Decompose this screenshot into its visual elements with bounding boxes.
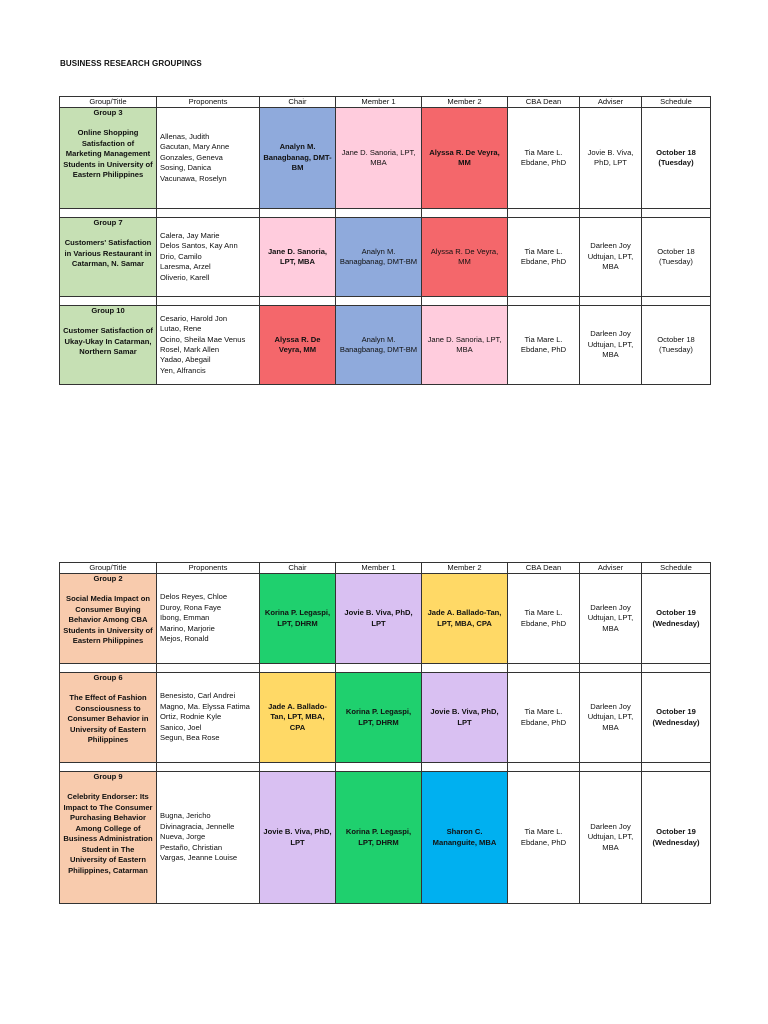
table-row (60, 108, 711, 209)
proponent-name: Mejos, Ronald (160, 634, 209, 644)
chair-cell: Jane D. Sanoria, LPT, MBA (260, 218, 336, 297)
header-adviser: Adviser (580, 563, 642, 574)
header-cba-dean: CBA Dean (508, 97, 580, 108)
spacer-row (60, 297, 711, 306)
adviser-cell: Darleen Joy Udtujan, LPT, MBA (580, 673, 642, 763)
cba-dean-cell: Tia Mare L. Ebdane, PhD (508, 574, 580, 664)
proponent-name: Lutao, Rene (160, 324, 202, 334)
table-row (60, 574, 711, 664)
proponent-name: Pestaño, Christian (160, 842, 223, 852)
group-cell (60, 306, 157, 385)
cba-dean-cell: Tia Mare L. Ebdane, PhD (508, 108, 580, 209)
group-title: Social Media Impact on Consumer Buying Behavior Among CBA Students in University of Eastern Philippines (63, 594, 153, 646)
proponents-cell (157, 772, 260, 904)
group-number: Group 9 (93, 772, 123, 781)
proponent-name: Bugna, Jericho (160, 811, 211, 821)
proponent-name: Drio, Camilo (160, 251, 202, 261)
group-number: Group 3 (93, 108, 123, 117)
schedule-cell: October 19 (Wednesday) (642, 574, 711, 664)
header-member-1: Member 1 (336, 563, 422, 574)
group-title: The Effect of Fashion Consciousness to Consumer Behavior in University of Eastern Philippines (67, 693, 149, 745)
group-title: Customer Satisfaction of Ukay-Ukay In Catarman, Northern Samar (63, 326, 153, 357)
group-cell (60, 218, 157, 297)
proponent-name: Gonzales, Geneva (160, 152, 223, 162)
proponent-name: Divinagracia, Jennelle (160, 821, 235, 831)
cba-dean-cell: Tia Mare L. Ebdane, PhD (508, 218, 580, 297)
header-row (60, 563, 711, 574)
header-schedule: Schedule (642, 563, 711, 574)
adviser-cell: Darleen Joy Udtujan, LPT, MBA (580, 574, 642, 664)
group-cell (60, 574, 157, 664)
member-1-cell: Analyn M. Banagbanag, DMT-BM (336, 218, 422, 297)
member-1-cell: Jane D. Sanoria, LPT, MBA (336, 108, 422, 209)
proponents-cell (157, 108, 260, 209)
schedule-cell: October 18 (Tuesday) (642, 218, 711, 297)
spacer-row (60, 209, 711, 218)
document-title: BUSINESS RESEARCH GROUPINGS (60, 59, 202, 68)
proponent-name: Vargas, Jeanne Louise (160, 853, 238, 863)
chair-cell: Alyssa R. De Veyra, MM (260, 306, 336, 385)
group-number: Group 10 (91, 306, 125, 315)
adviser-cell: Darleen Joy Udtujan, LPT, MBA (580, 218, 642, 297)
proponent-name: Rosel, Mark Allen (160, 345, 220, 354)
group-cell (60, 772, 157, 904)
proponent-name: Calera, Jay Marie (160, 230, 220, 240)
spacer-row (60, 763, 711, 772)
schedule-cell: October 18 (Tuesday) (642, 306, 711, 385)
header-chair: Chair (260, 97, 336, 108)
member-2-cell: Jade A. Ballado-Tan, LPT, MBA, CPA (422, 574, 508, 664)
cba-dean-cell: Tia Mare L. Ebdane, PhD (508, 306, 580, 385)
proponent-name: Cesario, Harold Jon (160, 313, 228, 323)
chair-cell: Analyn M. Banagbanag, DMT-BM (260, 108, 336, 209)
proponent-name: Vacunawa, Roselyn (160, 173, 227, 183)
proponent-name: Segun, Bea Rose (160, 733, 220, 743)
spacer-row (60, 664, 711, 673)
table-row (60, 673, 711, 763)
group-title: Celebrity Endorser: Its Impact to The Consumer Purchasing Behavior Among College of Business Administration Student in The University of Eastern Philippines, Catarman (63, 792, 153, 875)
proponents-cell (157, 218, 260, 297)
proponent-name: Gacutan, Mary Anne (160, 142, 230, 152)
schedule-cell: October 18 (Tuesday) (642, 108, 711, 209)
proponents-cell (157, 306, 260, 385)
proponent-name: Oliverio, Karell (160, 272, 210, 282)
header-proponents: Proponents (157, 97, 260, 108)
adviser-cell: Darleen Joy Udtujan, LPT, MBA (580, 772, 642, 904)
header-member-1: Member 1 (336, 97, 422, 108)
member-2-cell: Jovie B. Viva, PhD, LPT (422, 673, 508, 763)
proponent-name: Laresma, Arzel (160, 262, 211, 272)
proponent-name: Duroy, Rona Faye (160, 602, 222, 612)
proponent-name: Allenas, Judith (160, 131, 210, 141)
member-1-cell: Korina P. Legaspi, LPT, DHRM (336, 772, 422, 904)
table-row (60, 218, 711, 297)
group-title: Online Shopping Satisfaction of Marketing Management Students in University of Eastern Philippines (63, 128, 153, 180)
chair-cell: Korina P. Legaspi, LPT, DHRM (260, 574, 336, 664)
header-member-2: Member 2 (422, 563, 508, 574)
header-chair: Chair (260, 563, 336, 574)
header-proponents: Proponents (157, 563, 260, 574)
member-2-cell: Sharon C. Mananguite, MBA (422, 772, 508, 904)
proponent-name: Ortiz, Rodnie Kyle (160, 712, 222, 722)
member-1-cell: Jovie B. Viva, PhD, LPT (336, 574, 422, 664)
table-row (60, 772, 711, 904)
group-title: Customers' Satisfaction in Various Restaurant in Catarman, N. Samar (64, 238, 152, 269)
adviser-cell: Jovie B. Viva, PhD, LPT (580, 108, 642, 209)
schedule-cell: October 19 (Wednesday) (642, 772, 711, 904)
cba-dean-cell: Tia Mare L. Ebdane, PhD (508, 772, 580, 904)
proponent-name: Yadao, Abegail (160, 355, 211, 365)
member-2-cell: Alyssa R. De Veyra, MM (422, 108, 508, 209)
header-row (60, 97, 711, 108)
header-schedule: Schedule (642, 97, 711, 108)
groupings-table-1 (59, 96, 711, 385)
schedule-cell: October 19 (Wednesday) (642, 673, 711, 763)
proponents-cell (157, 673, 260, 763)
proponent-name: Magno, Ma. Elyssa Fatima (160, 701, 250, 711)
header-adviser: Adviser (580, 97, 642, 108)
header-group-title: Group/Title (60, 563, 157, 574)
proponent-name: Benesisto, Carl Andrei (160, 691, 236, 701)
table-row (60, 306, 711, 385)
member-2-cell: Alyssa R. De Veyra, MM (422, 218, 508, 297)
proponent-name: Yen, Alfrancis (160, 365, 206, 375)
chair-cell: Jovie B. Viva, PhD, LPT (260, 772, 336, 904)
proponent-name: Marino, Marjorie (160, 623, 215, 633)
header-group-title: Group/Title (60, 97, 157, 108)
adviser-cell: Darleen Joy Udtujan, LPT, MBA (580, 306, 642, 385)
group-cell (60, 673, 157, 763)
member-1-cell: Analyn M. Banagbanag, DMT-BM (336, 306, 422, 385)
proponent-name: Sanico, Joel (160, 722, 202, 732)
proponent-name: Ocino, Sheila Mae Venus (160, 334, 246, 344)
proponent-name: Delos Santos, Kay Ann (160, 241, 238, 251)
proponent-name: Sosing, Danica (160, 163, 212, 173)
group-number: Group 6 (93, 673, 123, 682)
member-2-cell: Jane D. Sanoria, LPT, MBA (422, 306, 508, 385)
member-1-cell: Korina P. Legaspi, LPT, DHRM (336, 673, 422, 763)
group-cell (60, 108, 157, 209)
proponent-name: Delos Reyes, Chloe (160, 592, 228, 602)
cba-dean-cell: Tia Mare L. Ebdane, PhD (508, 673, 580, 763)
header-cba-dean: CBA Dean (508, 563, 580, 574)
group-number: Group 7 (93, 218, 123, 227)
chair-cell: Jade A. Ballado-Tan, LPT, MBA, CPA (260, 673, 336, 763)
groupings-table-2 (59, 562, 711, 904)
proponent-name: Ibong, Emman (160, 613, 210, 623)
header-member-2: Member 2 (422, 97, 508, 108)
proponent-name: Nueva, Jorge (160, 832, 206, 842)
group-number: Group 2 (93, 574, 123, 583)
proponents-cell (157, 574, 260, 664)
